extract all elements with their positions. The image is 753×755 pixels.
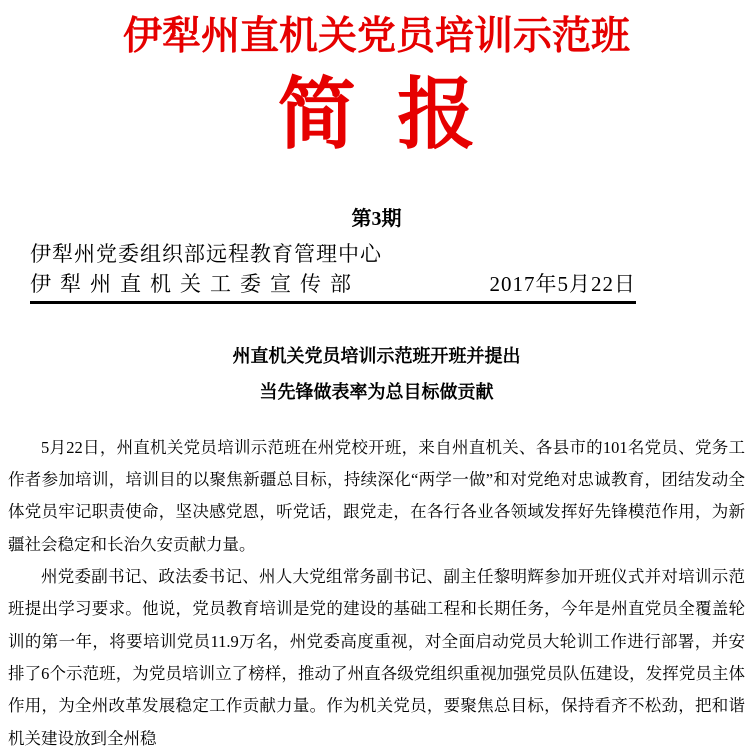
publication-date: 2017年5月22日: [489, 271, 636, 296]
masthead-info: [30, 241, 636, 304]
publisher-date-row: [30, 271, 636, 297]
masthead-title: 伊犁州直机关党员培训示范班: [122, 15, 630, 58]
article-paragraph-1: 5月22日，州直机关党员培训示范班在州党校开班，来自州直机关、各县市的101名党员、党务工作者参加培训，培训目的以聚焦新疆总目标，持续深化“两学一做”和对党绝对忠诚教育，团结发动全体党员牢记职责使命，坚决感党恩，听党话，跟党走，在各行各业各领域发挥好先锋模范作用，为新疆社会稳定和长治久安贡献力量。: [8, 437, 745, 554]
article-title-line2: 当先锋做表率为总目标做贡献: [259, 381, 494, 402]
article-title-line1: 州直机关党员培训示范班开班并提出: [232, 345, 521, 366]
issue-number: 第3期: [351, 207, 402, 230]
article-body: [8, 432, 745, 755]
publisher-secondary: 伊犁州直机关工委宣传部: [30, 271, 360, 296]
article-title: [0, 338, 753, 410]
article-paragraph-2: 州党委副书记、政法委书记、州人大党组常务副书记、副主任黎明辉参加开班仪式并对培训示范班提出学习要求。他说，党员教育培训是党的建设的基础工程和长期任务，今年是州直党员全覆盖轮训的第一年，将要培训党员11.9万名，州党委高度重视，对全面启动党员大轮训工作进行部署，并安排了6个示范班，为党员培训立了榜样，推动了州直各级党组织重视加强党员队伍建设，发挥党员主体作用，为全州改革发展稳定工作贡献力量。作为机关党员，要聚焦总目标，保持看齐不松劲，把和谐机关建设放到全州稳: [8, 567, 745, 748]
publisher-primary: 伊犁州党委组织部远程教育管理中心: [30, 241, 382, 266]
bulletin-title: 简 报: [277, 70, 476, 158]
